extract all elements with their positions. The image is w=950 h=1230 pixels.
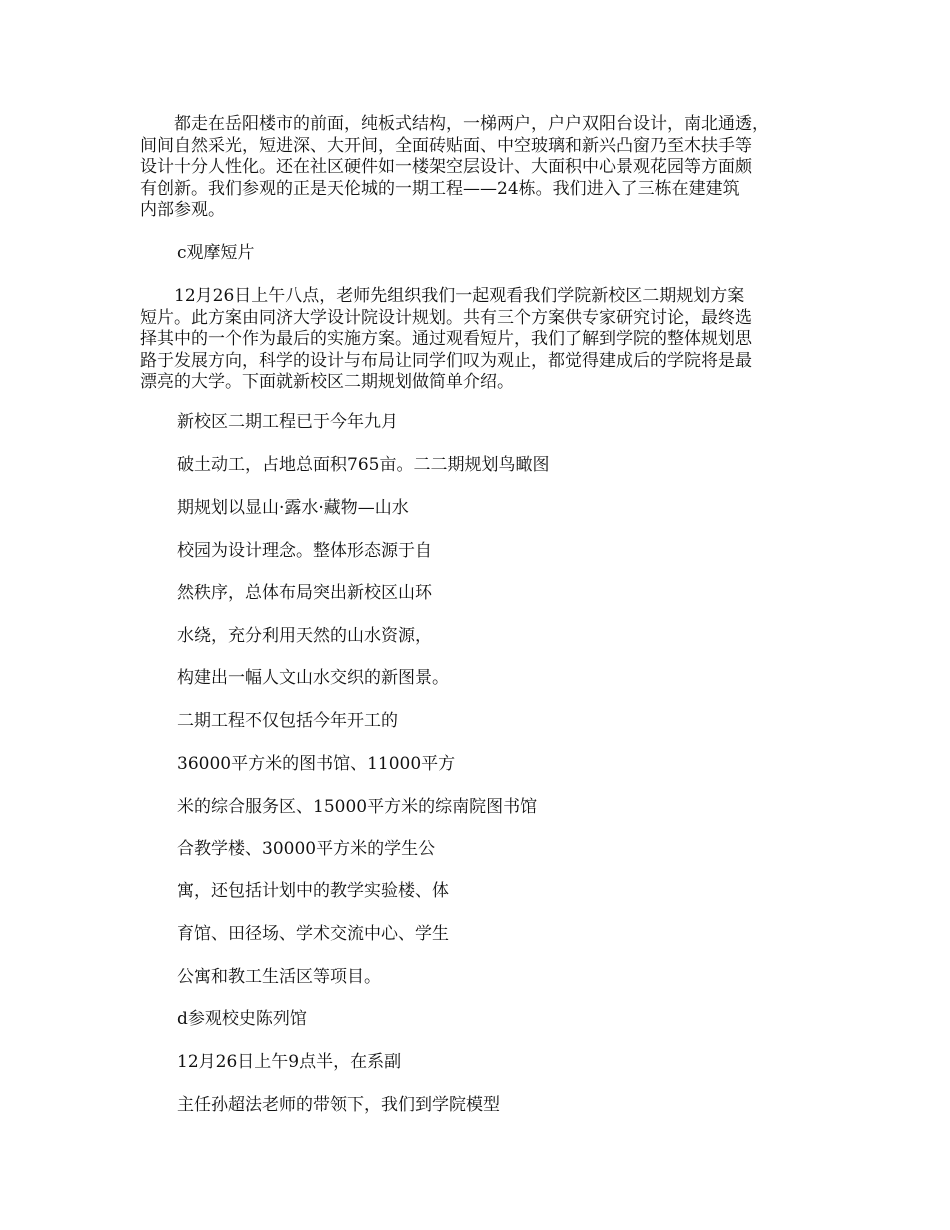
text-line: 校园为设计理念。整体形态源于自 xyxy=(177,541,432,561)
text-line: 合教学楼、30000平方米的学生公 xyxy=(177,839,436,859)
text-line: 米的综合服务区、15000平方米的综南院图书馆 xyxy=(177,797,538,817)
text-line: 间间自然采光，短进深、大开间，全面砖贴面、中空玻璃和新兴凸窗乃至木扶手等 xyxy=(140,135,752,156)
section-heading-c: c观摩短片 xyxy=(177,243,255,263)
text-line: 都走在岳阳楼市的前面，纯板式结构，一梯两户，户户双阳台设计，南北通透， xyxy=(140,114,769,134)
text-line: 短片。此方案由同济大学设计院设计规划。共有三个方案供专家研究讨论，最终选 xyxy=(140,307,752,328)
text-line: 寓，还包括计划中的教学实验楼、体 xyxy=(177,881,449,901)
text-line: 漂亮的大学。下面就新校区二期规划做简单介绍。 xyxy=(140,372,514,392)
text-line: 有创新。我们参观的正是天伦城的一期工程——24栋。我们进入了三栋在建建筑 xyxy=(140,178,740,199)
text-line: 期规划以显山·露水·藏物—山水 xyxy=(177,498,409,518)
text-line: 水绕，充分利用天然的山水资源， xyxy=(177,626,432,646)
text-line: 12月26日上午9点半，在系副 xyxy=(177,1052,402,1072)
text-line: 择其中的一个作为最后的实施方案。通过观看短片，我们了解到学院的整体规划思 xyxy=(140,329,752,349)
section-heading-d: d参观校史陈列馆 xyxy=(177,1009,307,1029)
text-line: 设计十分人性化。还在社区硬件如一楼架空层设计、大面积中心景观花园等方面颇 xyxy=(140,157,752,177)
text-line: 破土动工，占地总面积765亩。二二期规划鸟瞰图 xyxy=(177,455,550,475)
text-line: 路于发展方向，科学的设计与布局让同学们叹为观止，都觉得建成后的学院将是最 xyxy=(140,350,752,371)
paragraph-apartment-tour xyxy=(140,114,840,222)
text-line: 主任孙超法老师的带领下，我们到学院模型 xyxy=(177,1095,500,1115)
text-line: 然秩序，总体布局突出新校区山环 xyxy=(177,583,432,603)
text-line: 内部参观。 xyxy=(140,200,225,220)
text-line: 12月26日上午八点，老师先组织我们一起观看我们学院新校区二期规划方案 xyxy=(140,286,745,306)
text-line: 36000平方米的图书馆、11000平方 xyxy=(177,754,456,774)
text-line: 构建出一幅人文山水交织的新图景。 xyxy=(177,668,449,688)
text-line: 育馆、田径场、学术交流中心、学生 xyxy=(177,924,449,944)
text-line: 公寓和教工生活区等项目。 xyxy=(177,967,381,987)
text-line: 二期工程不仅包括今年开工的 xyxy=(177,711,398,731)
paragraph-short-film xyxy=(140,286,840,394)
text-line: 新校区二期工程已于今年九月 xyxy=(177,412,398,432)
